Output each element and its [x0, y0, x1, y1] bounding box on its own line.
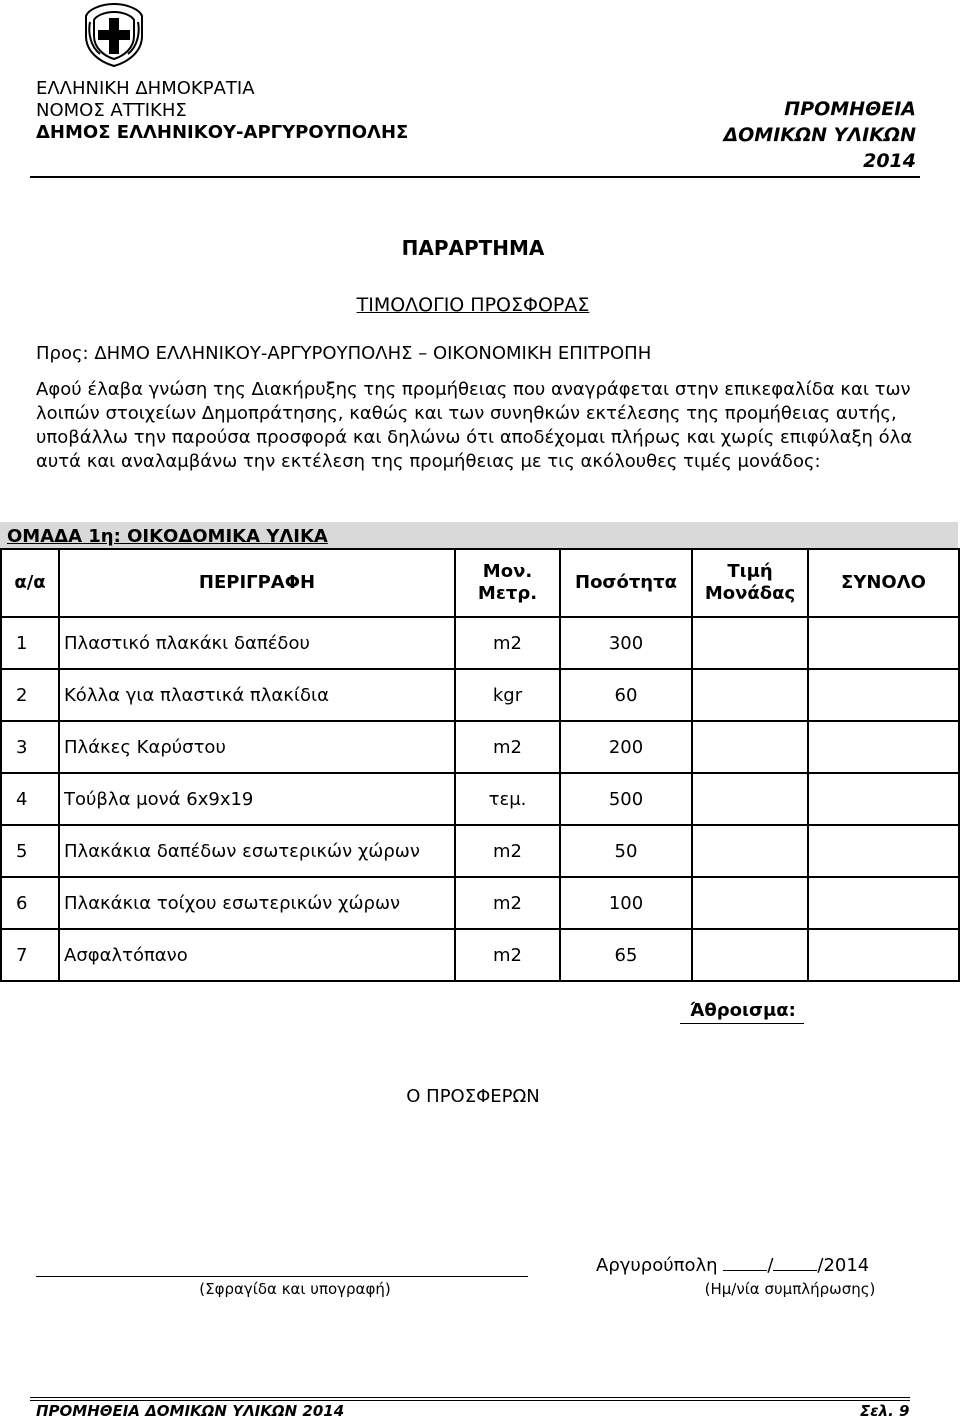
sum-total-field[interactable]	[806, 992, 956, 1024]
issuer-block	[36, 78, 408, 144]
row-description: Πλάκες Καρύστου	[59, 721, 455, 773]
row-unit-price-field[interactable]	[692, 825, 808, 877]
table-row	[1, 877, 959, 929]
row-description: Ασφαλτόπανο	[59, 929, 455, 981]
header-total: ΣΥΝΟΛΟ	[808, 549, 959, 617]
date-month-field[interactable]	[773, 1254, 817, 1271]
row-unit-price-field[interactable]	[692, 773, 808, 825]
header-unit-price-line1: Τιμή	[727, 561, 773, 582]
row-aa: 6	[1, 877, 59, 929]
row-quantity: 60	[560, 669, 692, 721]
row-unit-price-field[interactable]	[692, 669, 808, 721]
project-title-block	[723, 96, 916, 174]
footer-divider-double	[30, 1400, 910, 1401]
row-description: Πλακάκια τοίχου εσωτερικών χώρων	[59, 877, 455, 929]
header-unit-line2: Μετρ.	[477, 583, 538, 604]
table-row	[1, 617, 959, 669]
row-quantity: 500	[560, 773, 692, 825]
header-unit-price	[692, 549, 808, 617]
row-description: Πλαστικό πλακάκι δαπέδου	[59, 617, 455, 669]
row-quantity: 100	[560, 877, 692, 929]
date-year: /2014	[817, 1255, 870, 1276]
row-total-field[interactable]	[808, 617, 959, 669]
issuer-line-municipality: ΔΗΜΟΣ ΕΛΛΗΝΙΚΟΥ-ΑΡΓΥΡΟΥΠΟΛΗΣ	[36, 122, 409, 143]
row-unit: τεμ.	[455, 773, 560, 825]
row-total-field[interactable]	[808, 877, 959, 929]
row-total-field[interactable]	[808, 929, 959, 981]
project-title-year: 2014	[863, 150, 916, 172]
footer-divider	[30, 1397, 910, 1398]
row-total-field[interactable]	[808, 721, 959, 773]
project-title-line2: ΔΟΜΙΚΩΝ ΥΛΙΚΩΝ	[723, 124, 916, 146]
row-unit: m2	[455, 877, 560, 929]
row-quantity: 200	[560, 721, 692, 773]
intro-line: αυτά και αναλαμβάνω την εκτέλεση της προμήθειας με τις ακόλουθες τιμές μονάδος:	[36, 451, 821, 472]
footer-title: ΠΡΟΜΗΘΕΙΑ ΔΟΜΙΚΩΝ ΥΛΙΚΩΝ 2014	[36, 1402, 345, 1420]
invoice-title: ΤΙΜΟΛΟΓΙΟ ΠΡΟΣΦΟΡΑΣ	[356, 294, 590, 316]
row-total-field[interactable]	[808, 825, 959, 877]
row-aa: 3	[1, 721, 59, 773]
date-day-field[interactable]	[723, 1254, 767, 1271]
greek-emblem-icon	[82, 2, 146, 68]
sum-label: Άθροισμα:	[690, 1000, 796, 1021]
table-row	[1, 721, 959, 773]
row-description: Πλακάκια δαπέδων εσωτερικών χώρων	[59, 825, 455, 877]
row-quantity: 50	[560, 825, 692, 877]
footer-page-number: Σελ. 9	[860, 1402, 910, 1420]
items-table	[0, 548, 960, 982]
row-aa: 5	[1, 825, 59, 877]
date-block	[596, 1254, 869, 1276]
row-unit-price-field[interactable]	[692, 929, 808, 981]
row-unit-price-field[interactable]	[692, 721, 808, 773]
row-unit: m2	[455, 617, 560, 669]
row-aa: 2	[1, 669, 59, 721]
signature-line[interactable]	[36, 1276, 528, 1277]
intro-line: υποβάλλω την παρούσα προσφορά και δηλώνω ότι αποδέχομαι πλήρως και χωρίς επιφύλαξη όλα	[36, 427, 913, 448]
offerer-label: Ο ΠΡΟΣΦΕΡΩΝ	[406, 1086, 540, 1107]
group-title: ΟΜΑΔΑ 1η: ΟΙΚΟΔΟΜΙΚΑ ΥΛΙΚΑ	[7, 526, 328, 547]
intro-line: λοιπών στοιχείων Δημοπράτησης, καθώς και των συνηθκών εκτέλεσης της προμήθειας αυτής,	[36, 403, 897, 424]
row-description: Τούβλα μονά 6x9x19	[59, 773, 455, 825]
row-aa: 7	[1, 929, 59, 981]
header-divider	[30, 176, 920, 178]
signature-caption: (Σφραγίδα και υπογραφή)	[199, 1280, 391, 1298]
row-total-field[interactable]	[808, 669, 959, 721]
project-title-line1: ΠΡΟΜΗΘΕΙΑ	[784, 98, 916, 120]
table-row	[1, 825, 959, 877]
row-unit: m2	[455, 825, 560, 877]
date-place: Αργυρούπολη	[596, 1255, 718, 1276]
date-slash: /	[767, 1255, 774, 1276]
table-row	[1, 669, 959, 721]
row-unit: kgr	[455, 669, 560, 721]
annex-title: ΠΑΡΑΡΤΗΜΑ	[401, 236, 545, 260]
table-row	[1, 929, 959, 981]
header-unit-price-line2: Μονάδας	[704, 583, 796, 604]
header-description: ΠΕΡΙΓΡΑΦΗ	[59, 549, 455, 617]
row-unit-price-field[interactable]	[692, 877, 808, 929]
table-row	[1, 773, 959, 825]
row-aa: 4	[1, 773, 59, 825]
header-unit-line1: Μον.	[482, 561, 533, 582]
row-quantity: 300	[560, 617, 692, 669]
row-unit: m2	[455, 721, 560, 773]
row-quantity: 65	[560, 929, 692, 981]
row-total-field[interactable]	[808, 773, 959, 825]
header-quantity: Ποσότητα	[560, 549, 692, 617]
row-unit: m2	[455, 929, 560, 981]
header-unit	[455, 549, 560, 617]
table-header-row	[1, 549, 959, 617]
date-caption: (Ημ/νία συμπλήρωσης)	[704, 1280, 876, 1298]
intro-line: Αφού έλαβα γνώση της Διακήρυξης της προμήθειας που αναγράφεται στην επικεφαλίδα και των	[36, 379, 911, 400]
group-title-bar	[0, 522, 958, 550]
issuer-line-prefecture: ΝΟΜΟΣ ΑΤΤΙΚΗΣ	[36, 100, 187, 121]
row-unit-price-field[interactable]	[692, 617, 808, 669]
intro-paragraph	[36, 378, 936, 474]
sum-underline	[680, 1023, 804, 1024]
row-description: Κόλλα για πλαστικά πλακίδια	[59, 669, 455, 721]
row-aa: 1	[1, 617, 59, 669]
issuer-line-country: ΕΛΛΗΝΙΚΗ ΔΗΜΟΚΡΑΤΙΑ	[36, 78, 255, 99]
header-aa: α/α	[1, 549, 59, 617]
recipient-line: Προς: ΔΗΜΟ ΕΛΛΗΝΙΚΟΥ-ΑΡΓΥΡΟΥΠΟΛΗΣ – ΟΙΚΟΝΟΜΙΚΗ ΕΠΙΤΡΟΠΗ	[36, 343, 652, 364]
